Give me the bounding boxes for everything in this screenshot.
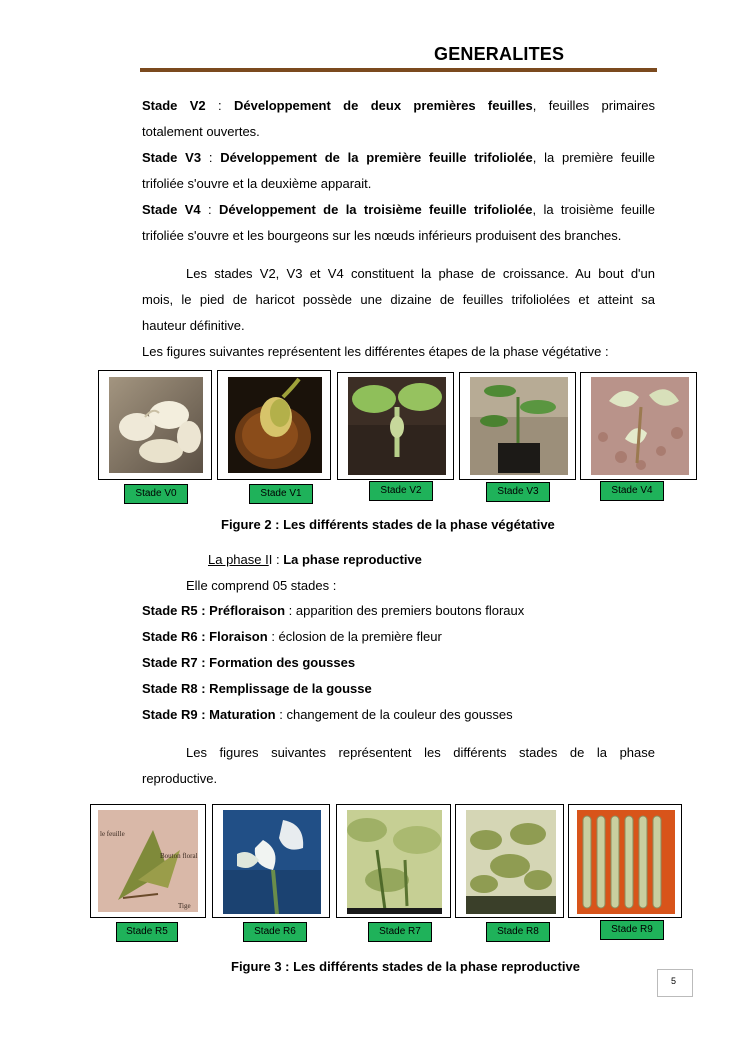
photo-stage-v2 — [337, 372, 454, 480]
third-trifoliate-image — [591, 377, 689, 475]
growth-paragraph: Les stades V2, V3 et V4 constituent la phase de croissance. Au bout d'un mois, le pied de haricot possède une dizaine de feuilles trifoliolées et atteint sa hauteur définitive. — [142, 266, 655, 333]
stage-code: Stade V3 — [142, 150, 202, 165]
label-stage-r8: Stade R8 — [486, 922, 550, 942]
label-stage-r5: Stade R5 — [116, 922, 178, 942]
figure2-caption: Figure 2 : Les différents stades de la phase végétative — [221, 517, 555, 532]
photo-stage-r6 — [212, 804, 330, 918]
photo-stage-v0 — [98, 370, 212, 480]
stage-v2-paragraph: Stade V2 : Développement de deux premières feuilles, feuilles primaires totalement ouvertes. — [142, 98, 655, 139]
bean-flower-image — [223, 810, 321, 914]
mature-pods-image — [577, 810, 675, 914]
flower-bud-drawing-image — [98, 810, 198, 912]
photo-stage-v1 — [217, 370, 331, 480]
stage-title: Développement de la première feuille trifoliolée — [220, 150, 533, 165]
r5-annotation-stem: Tige — [178, 902, 191, 910]
stage-code: Stade V4 — [142, 202, 201, 217]
stage-r6-line: Stade R6 : Floraison : éclosion de la première fleur — [142, 629, 442, 644]
pod-filling-image — [466, 810, 556, 914]
page-title: GENERALITES — [434, 44, 565, 64]
label-stage-v1: Stade V1 — [249, 484, 313, 504]
r5-annotation-bud: Bouton floral — [160, 852, 198, 860]
figure3-caption: Figure 3 : Les différents stades de la phase reproductive — [231, 959, 580, 974]
stage-v4-paragraph: Stade V4 : Développement de la troisième feuille trifoliolée, la troisième feuille trifoliée s'ouvre et les bourgeons sur les nœuds inférieurs produisent des branches. — [142, 202, 655, 243]
seedling-two-leaves-image — [348, 377, 446, 475]
photo-stage-v4 — [580, 372, 697, 480]
photo-stage-v3 — [459, 372, 576, 480]
stage-r7-line: Stade R7 : Formation des gousses — [142, 655, 356, 670]
label-stage-v3: Stade V3 — [486, 482, 550, 502]
photo-stage-r7 — [336, 804, 451, 918]
header-rule — [140, 68, 657, 72]
stage-r5-line: Stade R5 : Préfloraison : apparition des premiers boutons floraux — [142, 603, 525, 618]
photo-stage-r9 — [568, 804, 682, 918]
label-stage-r6: Stade R6 — [243, 922, 307, 942]
phase2-intro: Elle comprend 05 stades : — [186, 578, 337, 593]
repro-paragraph: Les figures suivantes représentent les différents stades de la phase reproductive. — [142, 745, 655, 786]
germinating-bean-image — [228, 377, 322, 473]
label-stage-v2: Stade V2 — [369, 481, 433, 501]
photo-stage-r5 — [90, 804, 206, 918]
stage-title: Développement de la troisième feuille trifoliolée — [219, 202, 533, 217]
stage-r8-line: Stade R8 : Remplissage de la gousse — [142, 681, 372, 696]
stage-r9-line: Stade R9 : Maturation : changement de la couleur des gousses — [142, 707, 513, 722]
pod-formation-image — [347, 810, 442, 914]
bean-seeds-image — [109, 377, 203, 473]
figures-intro: Les figures suivantes représentent les différentes étapes de la phase végétative : — [142, 344, 609, 359]
label-stage-r9: Stade R9 — [600, 920, 664, 940]
phase2-heading: La phase II : La phase reproductive — [208, 552, 422, 567]
r5-annotation-leaf: le feuille — [100, 830, 125, 838]
page-number: 5 — [671, 976, 677, 986]
stage-title: Développement de deux premières feuilles — [234, 98, 533, 113]
photo-stage-r8 — [455, 804, 564, 918]
label-stage-r7: Stade R7 — [368, 922, 432, 942]
label-stage-v0: Stade V0 — [124, 484, 188, 504]
stage-code: Stade V2 — [142, 98, 206, 113]
first-trifoliate-image — [470, 377, 568, 475]
stage-v3-paragraph: Stade V3 : Développement de la première feuille trifoliolée, la première feuille trifoliée s'ouvre et la deuxième apparait. — [142, 150, 655, 191]
label-stage-v4: Stade V4 — [600, 481, 664, 501]
